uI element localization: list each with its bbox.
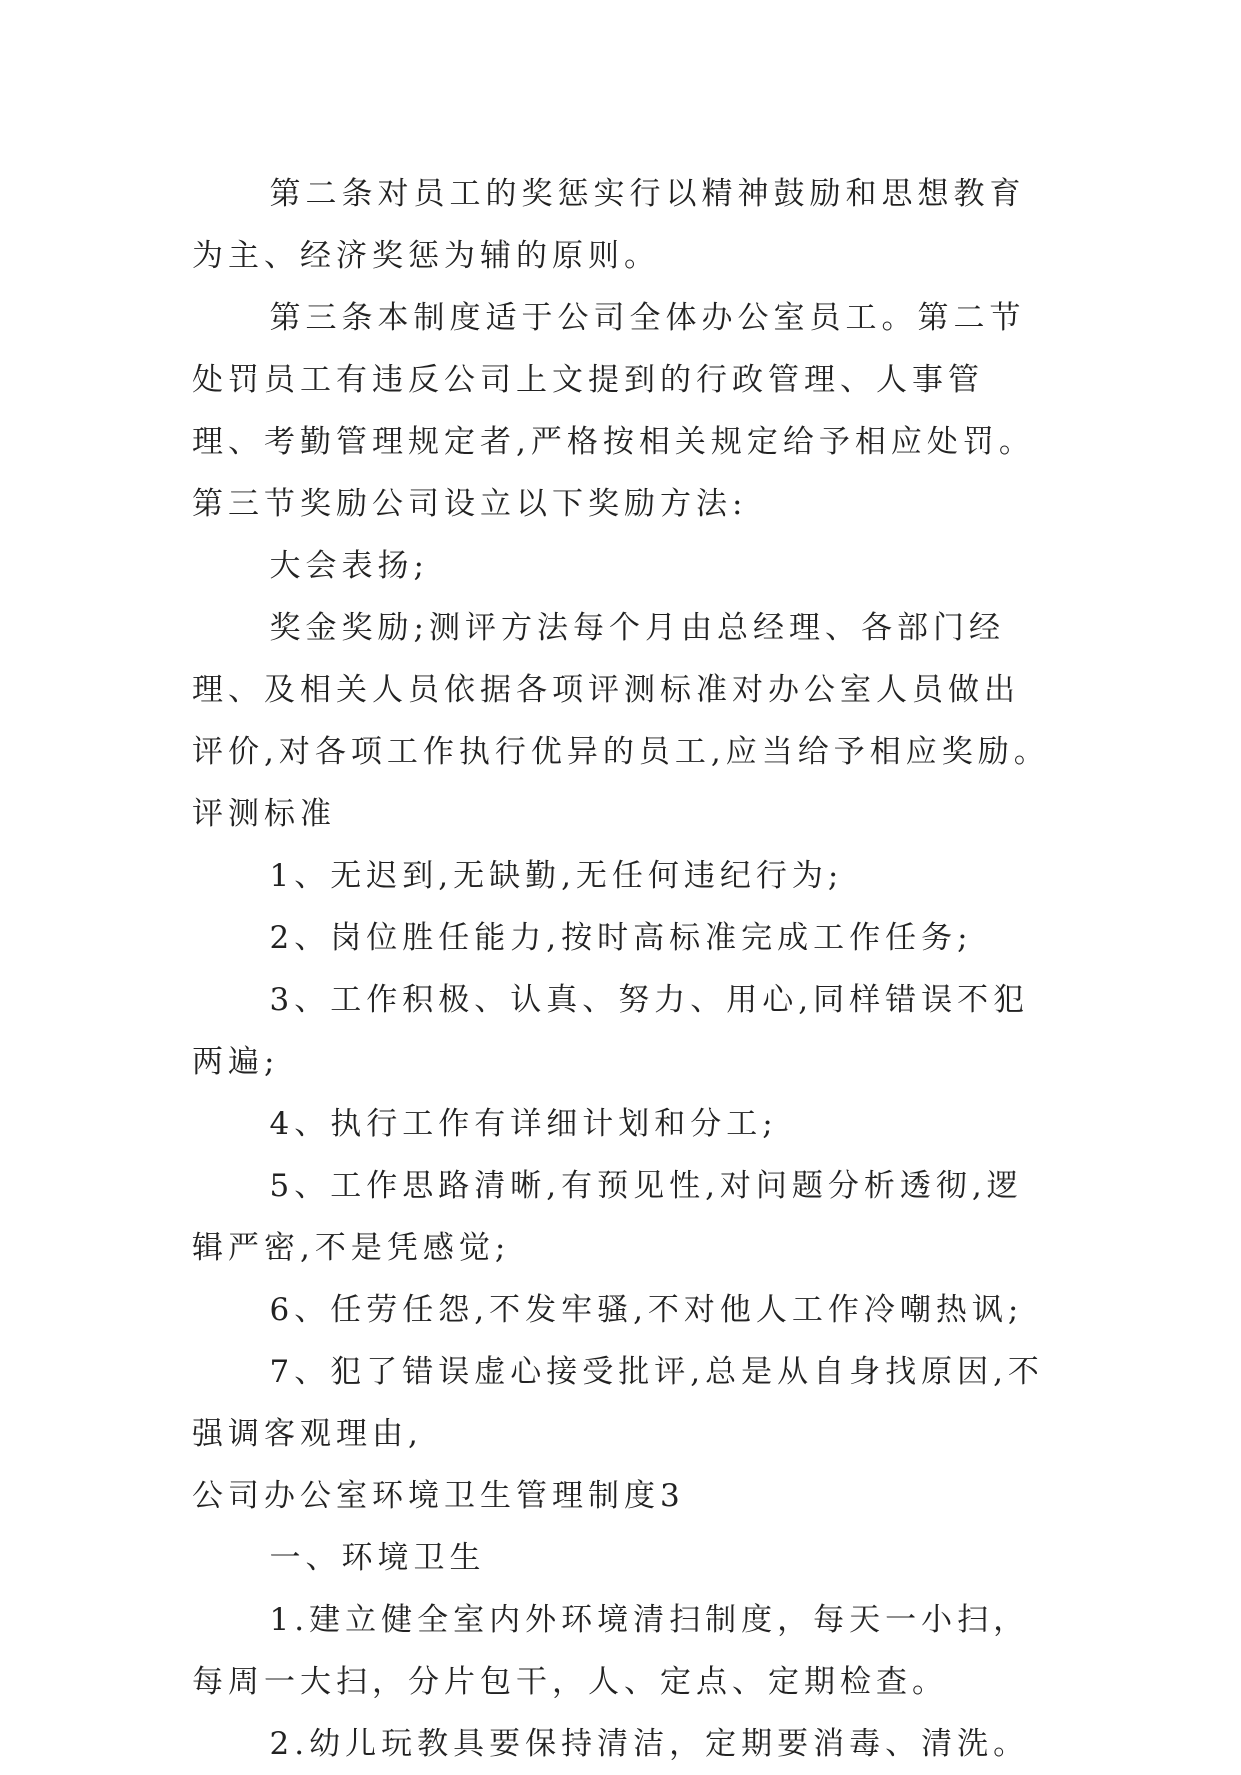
criterion-item-3: 3、工作积极、认真、努力、用心,同样错误不犯两遍; [192,982,1030,1080]
paragraph-article-2: 第二条对员工的奖惩实行以精神鼓励和思想教育为主、经济奖惩为辅的原则。 [192,176,1026,274]
criterion-item-1: 1、无迟到,无缺勤,无任何违纪行为; [269,858,844,894]
criterion-item-2: 2、岗位胜任能力,按时高标准完成工作任务; [269,920,973,956]
document-body [192,163,1052,1775]
hygiene-item-1: 1.建立健全室内外环境清扫制度，每天一小扫，每周一大扫，分片包干，人、定点、定期检查。 [192,1602,1030,1700]
subsection-heading: 一、环境卫生 [269,1540,486,1576]
criterion-item-7: 7、犯了错误虚心接受批评,总是从自身找原因,不强调客观理由, [192,1354,1044,1452]
hygiene-item-2: 2.幼儿玩教具要保持清洁，定期要消毒、清洗。 [269,1726,1030,1762]
paragraph-bonus-reward: 奖金奖励;测评方法每个月由总经理、各部门经理、及相关人员依据各项评测标准对办公室人员做出评价,对各项工作执行优异的员工,应当给予相应奖励。评测标准 [192,610,1050,832]
criterion-item-6: 6、任劳任怨,不发牢骚,不对他人工作冷嘲热讽; [269,1292,1024,1328]
paragraph-article-3: 第三条本制度适于公司全体办公室员工。第二节处罚员工有违反公司上文提到的行政管理、人事管理、考勤管理规定者,严格按相关规定给予相应处罚。第三节奖励公司设立以下奖励方法: [192,300,1035,522]
section-title: 公司办公室环境卫生管理制度3 [192,1478,685,1514]
criterion-item-4: 4、执行工作有详细计划和分工; [269,1106,778,1142]
criterion-item-5: 5、工作思路清晰,有预见性,对问题分析透彻,逻辑严密,不是凭感觉; [192,1168,1023,1266]
paragraph-public-praise: 大会表扬; [269,548,429,584]
